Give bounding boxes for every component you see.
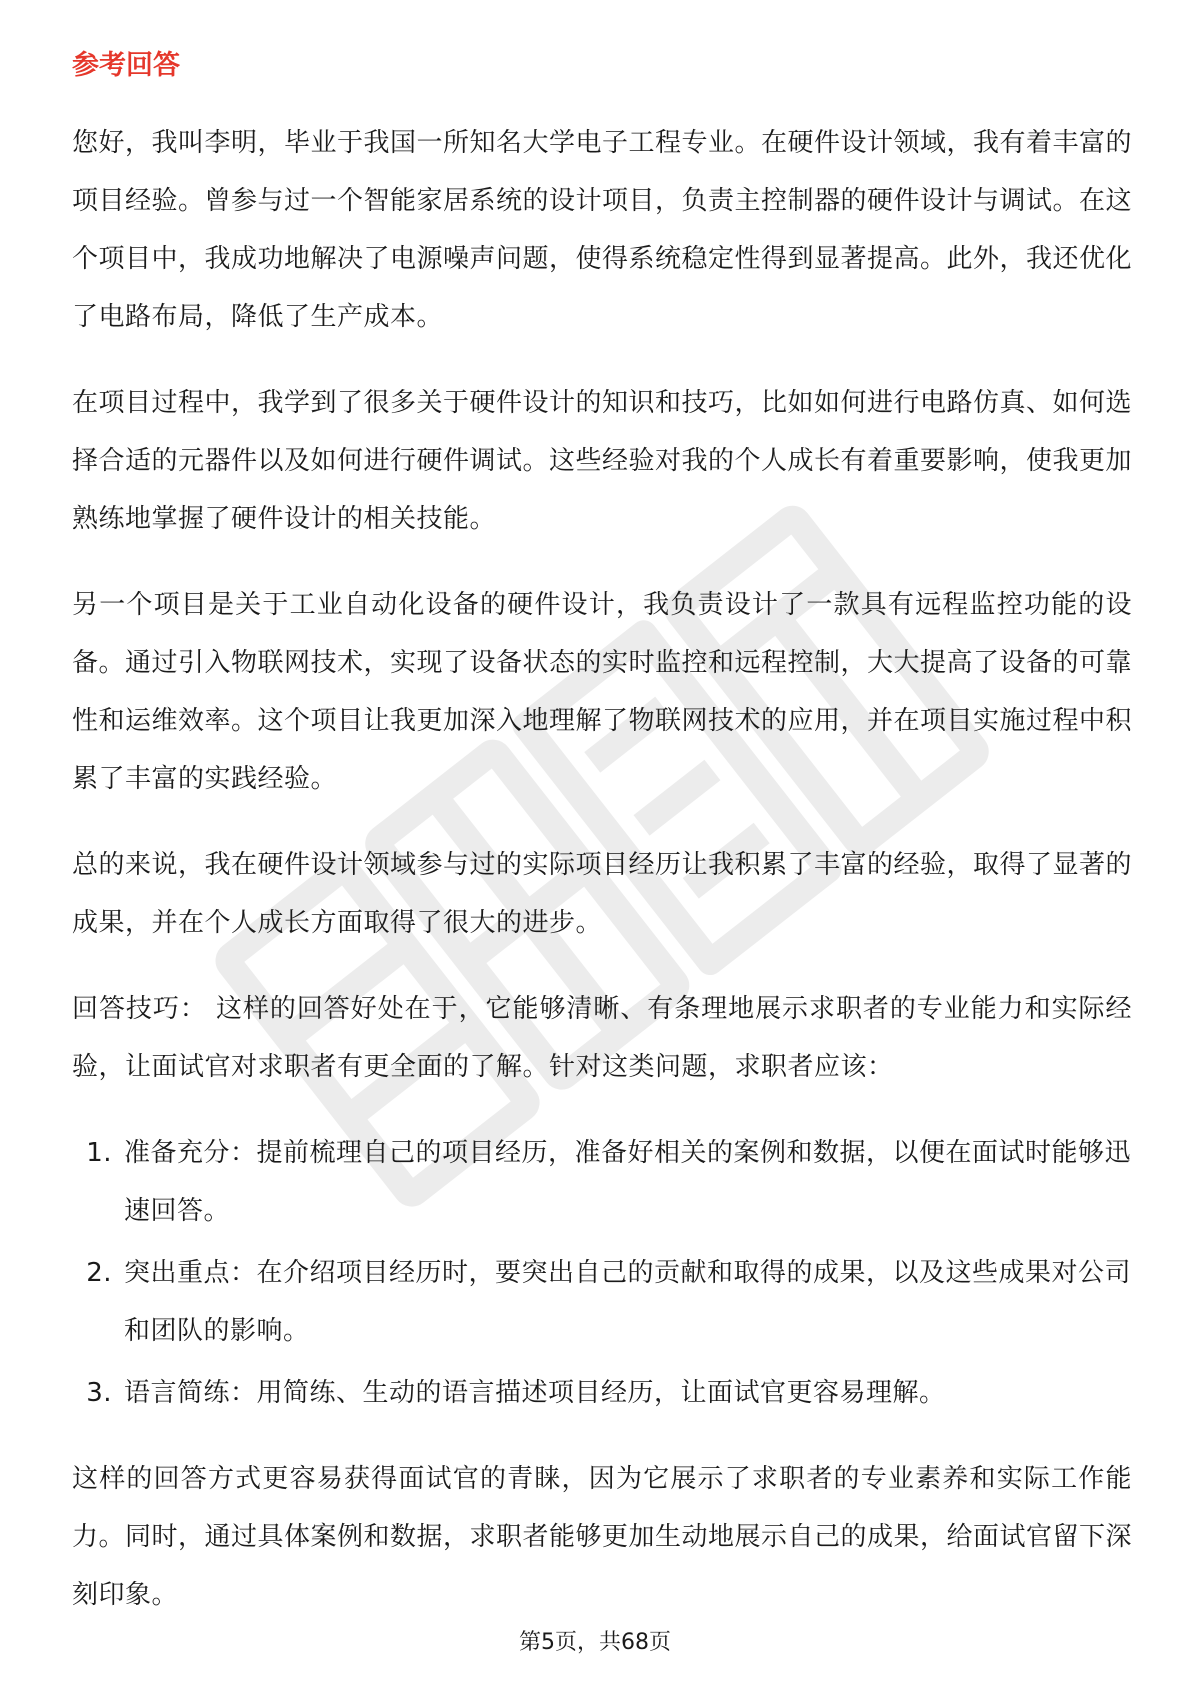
list-item bbox=[72, 1124, 1132, 1240]
list-text: 突出重点：在介绍项目经历时，要突出自己的贡献和取得的成果，以及这些成果对公司和团队的影响。 bbox=[124, 1258, 1132, 1346]
list-text: 准备充分：提前梳理自己的项目经历，准备好相关的案例和数据，以便在面试时能够迅速回答。 bbox=[124, 1138, 1132, 1226]
page-number: 第5页，共68页 bbox=[519, 1630, 671, 1655]
tips-intro: 回答技巧： 这样的回答好处在于，它能够清晰、有条理地展示求职者的专业能力和实际经验，让面试官对求职者有更全面的了解。针对这类问题，求职者应该： bbox=[72, 994, 1132, 1082]
list-number: 3. bbox=[86, 1378, 112, 1408]
list-number: 1. bbox=[86, 1138, 112, 1168]
closing-paragraph: 这样的回答方式更容易获得面试官的青睐，因为它展示了求职者的专业素养和实际工作能力。同时，通过具体案例和数据，求职者能够更加生动地展示自己的成果，给面试官留下深刻印象。 bbox=[72, 1464, 1133, 1610]
paragraph: 在项目过程中，我学到了很多关于硬件设计的知识和技巧，比如如何进行电路仿真、如何选择合适的元器件以及如何进行硬件调试。这些经验对我的个人成长有着重要影响，使我更加熟练地掌握了硬件设计的相关技能。 bbox=[72, 388, 1133, 534]
list-item bbox=[72, 1364, 1132, 1422]
answer-content bbox=[72, 46, 1132, 1652]
list-number: 2. bbox=[86, 1258, 112, 1288]
list-item bbox=[72, 1244, 1132, 1360]
paragraph: 另一个项目是关于工业自动化设备的硬件设计，我负责设计了一款具有远程监控功能的设备。通过引入物联网技术，实现了设备状态的实时监控和远程控制，大大提高了设备的可靠性和运维效率。这个项目让我更加深入地理解了物联网技术的应用，并在项目实施过程中积累了丰富的实践经验。 bbox=[72, 590, 1133, 794]
section-title: 参考回答 bbox=[72, 50, 180, 81]
paragraph: 您好，我叫李明，毕业于我国一所知名大学电子工程专业。在硬件设计领域，我有着丰富的项目经验。曾参与过一个智能家居系统的设计项目，负责主控制器的硬件设计与调试。在这个项目中，我成功地解决了电源噪声问题，使得系统稳定性得到显著提高。此外，我还优化了电路布局，降低了生产成本。 bbox=[72, 128, 1133, 332]
tips-list bbox=[72, 1124, 1132, 1422]
list-text: 语言简练：用简练、生动的语言描述项目经历，让面试官更容易理解。 bbox=[124, 1378, 946, 1408]
paragraph: 总的来说，我在硬件设计领域参与过的实际项目经历让我积累了丰富的经验，取得了显著的成果，并在个人成长方面取得了很大的进步。 bbox=[72, 850, 1133, 938]
